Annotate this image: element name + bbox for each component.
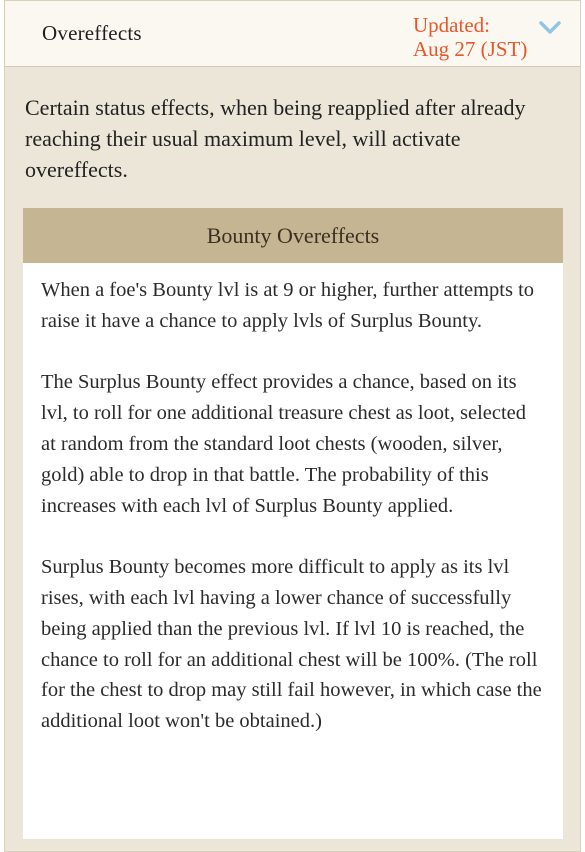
- section-paragraph: The Surplus Bounty effect provides a chance, based on its lvl, to roll for one additional treasure chest as loot, selected at random from the standard loot chests (wooden, silver, gold) able to drop in that battle. The probability of this increases with each lvl of Surplus Bounty applied.: [41, 371, 527, 517]
- overeffects-panel: [4, 0, 581, 852]
- bounty-overeffects-box: [23, 208, 563, 839]
- chevron-down-icon[interactable]: [539, 21, 561, 35]
- section-paragraph: When a foe's Bounty lvl is at 9 or higher, further attempts to raise it have a chance to apply lvls of Surplus Bounty.: [41, 279, 535, 332]
- updated-date: Aug 27 (JST): [413, 37, 528, 61]
- panel-title: Overeffects: [42, 21, 142, 45]
- updated-label-line1: Updated:: [413, 13, 490, 37]
- section-title: Bounty Overeffects: [23, 208, 563, 263]
- panel-header[interactable]: [5, 1, 580, 67]
- section-body: [23, 263, 563, 737]
- section-paragraph: Surplus Bounty becomes more difficult to apply as its lvl rises, with each lvl having a lower chance of successfully being applied than the previous lvl. If lvl 10 is reached, the chance to roll for an additional chest will be 100%. (The roll for the chest to drop may still fail however, in which case the additional loot won't be obtained.): [41, 556, 542, 733]
- updated-label: [413, 13, 527, 61]
- intro-text: Certain status effects, when being reapplied after already reaching their usual maximum level, will activate overeffects.: [25, 95, 526, 182]
